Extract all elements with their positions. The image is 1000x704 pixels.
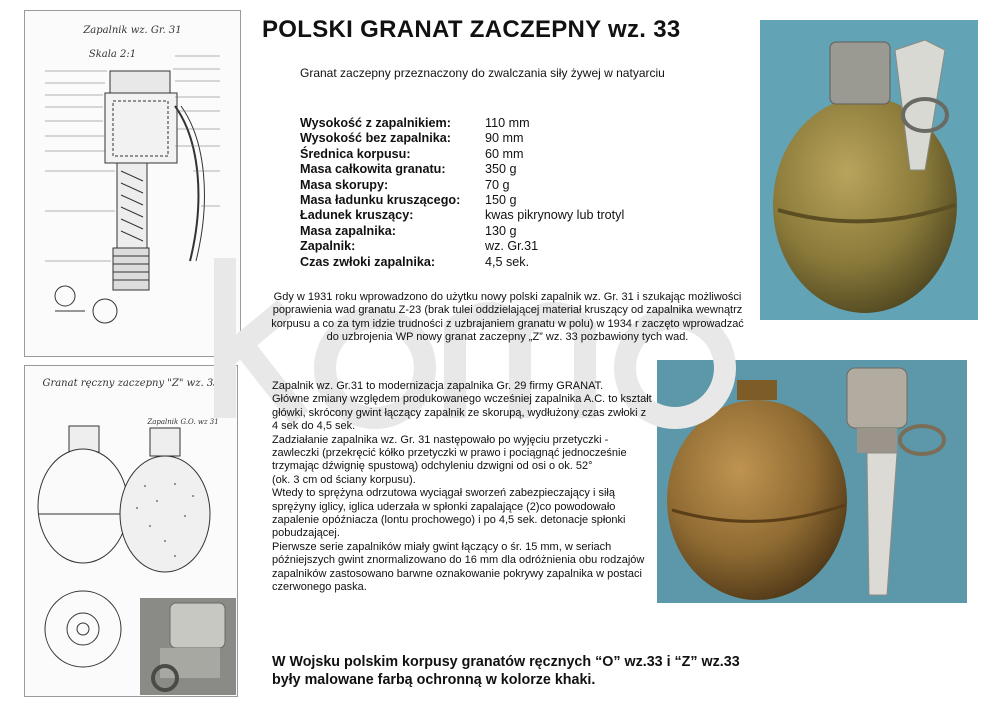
spec-row bbox=[300, 131, 624, 146]
footer-note bbox=[272, 653, 872, 689]
spec-row bbox=[300, 178, 624, 193]
spec-row bbox=[300, 224, 624, 239]
grenade-photo-disassembled bbox=[657, 360, 967, 603]
grenade-photo-assembled bbox=[760, 20, 978, 320]
spec-row bbox=[300, 239, 624, 254]
spec-value: 110 mm bbox=[485, 116, 530, 130]
spec-row bbox=[300, 116, 624, 131]
spec-value: 70 g bbox=[485, 177, 510, 192]
fuze-drawing-graphic bbox=[25, 11, 240, 356]
spec-value: 60 mm bbox=[485, 146, 524, 161]
spec-value: kwas pikrynowy lub trotyl bbox=[485, 208, 625, 223]
spec-label: Masa ładunku kruszącego: bbox=[300, 193, 461, 208]
fuze-drawing-caption: Zapalnik wz. Gr. 31 bbox=[83, 25, 182, 36]
fuze-description bbox=[272, 380, 655, 595]
fuze-drawing-scale: Skala 2:1 bbox=[88, 49, 137, 60]
spec-value: wz. Gr.31 bbox=[485, 239, 539, 254]
spec-label: Wysokość bez zapalnika: bbox=[300, 131, 451, 146]
grenade-drawing-subcaption: Zapalnik G.O. wz 31 bbox=[147, 418, 219, 426]
spec-row bbox=[300, 208, 624, 223]
fuze-paragraph: Zapalnik wz. Gr.31 to modernizacja zapalnika Gr. 29 firmy GRANAT. bbox=[272, 380, 604, 392]
spec-row bbox=[300, 162, 624, 177]
fuze-closeup-photo bbox=[140, 598, 236, 695]
spec-value: 350 g bbox=[485, 162, 517, 177]
spec-value: 90 mm bbox=[485, 131, 524, 146]
spec-row bbox=[300, 147, 624, 162]
spec-label: Ładunek kruszący: bbox=[300, 208, 414, 223]
specifications-table bbox=[300, 116, 624, 270]
spec-label: Średnica korpusu: bbox=[300, 146, 411, 161]
fuze-paragraph: Pierwsze serie zapalników miały gwint łączący o śr. 15 mm, w seriach późniejszych gwint znormalizowano do 16 mm dla odróżnienia obu rodzajów zapalników zastosowano barwne oznakowanie pokrywy zapalnika w postaci czerwonego paska. bbox=[272, 540, 645, 594]
fuze-cross-section-drawing bbox=[24, 10, 241, 357]
page-subtitle: Granat zaczepny przeznaczony do zwalczania siły żywej w natyarciu bbox=[300, 66, 665, 80]
fuze-paragraph: (ok. 3 cm od ściany korpusu). bbox=[272, 473, 416, 486]
history-paragraph: Gdy w 1931 roku wprowadzono do użytku nowy polski zapalnik wz. Gr. 31 i szukając możliwości poprawienia wad granatu Z-23 (brak tulei oddzielającej materiał kruszący od zapalnika wewnątrz korpusu a co za tym idzie trudności z uzbrajaniem granatu w polu) w 1934 r zaczęto wprowadzać do uzbrojenia WP nowy granat zaczepny „Z” wz. 33 pozbawiony tych wad. bbox=[271, 291, 744, 344]
spec-label: Wysokość z zapalnikiem: bbox=[300, 116, 451, 130]
fuze-paragraph: Główne zmiany względem produkowanego wcześniej zapalnika A.C. to kształt główki, skrócony gwint łączący zapalnik ze skorupą, wydłużony czas zwłoki z 4 sek do 4,5 sek. bbox=[272, 393, 652, 433]
spec-label: Masa całkowita granatu: bbox=[300, 162, 446, 177]
fuze-paragraph: Wtedy to sprężyna odrzutowa wyciągał sworzeń zabezpieczający i siłą sprężyny iglicy, iglica uderzała w spłonki zapalające (2)co powodowało zapalenie opóźniacza (lontu prochowego) i po 4,5 sek. detonacje spłonki pobudzającej. bbox=[272, 487, 626, 540]
grenade-drawing-caption: Granat ręczny zaczepny "Z" wz. 33 bbox=[42, 378, 220, 389]
spec-row bbox=[300, 255, 624, 270]
fuze-paragraph: Zadziałanie zapalnika wz. Gr. 31 następowało po wyjęciu przetyczki - zawleczki (przekręcić kółko przetyczki w prawo i pociągnąć jednocześnie trzymając dźwignię spustową) odchyleniu dzwigni od osi o ok. 52° bbox=[272, 433, 627, 473]
page-title: POLSKI GRANAT ZACZEPNY wz. 33 bbox=[262, 16, 681, 43]
spec-label: Czas zwłoki zapalnika: bbox=[300, 254, 436, 269]
spec-value: 150 g bbox=[485, 193, 517, 208]
spec-label: Masa skorupy: bbox=[300, 177, 389, 192]
spec-label: Masa zapalnika: bbox=[300, 223, 396, 238]
spec-value: 4,5 sek. bbox=[485, 254, 530, 269]
spec-row bbox=[300, 193, 624, 208]
footer-line: były malowane farbą ochronną w kolorze khaki. bbox=[272, 672, 596, 688]
spec-label: Zapalnik: bbox=[300, 239, 356, 254]
footer-line: W Wojsku polskim korpusy granatów ręcznych “O” wz.33 i “Z” wz.33 bbox=[272, 654, 740, 670]
spec-value: 130 g bbox=[485, 223, 517, 238]
